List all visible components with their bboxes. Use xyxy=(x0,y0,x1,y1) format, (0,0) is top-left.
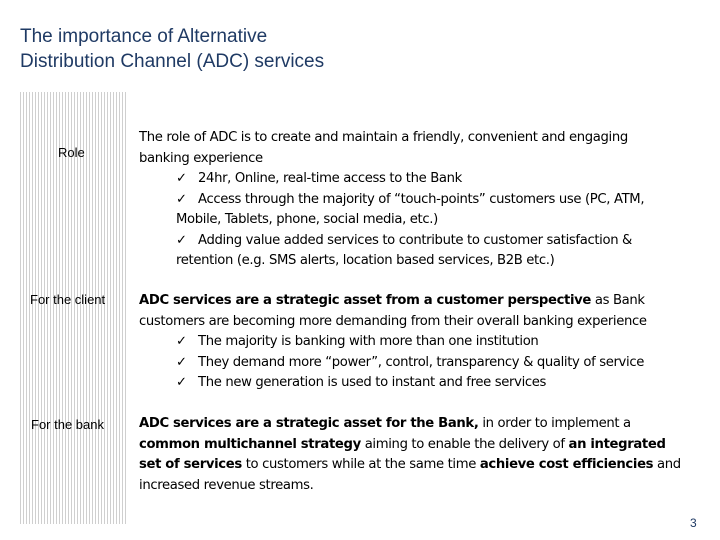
client-bullet: ✓ The majority is banking with more than one institution xyxy=(139,332,647,353)
client-bullet: ✓ The new generation is used to instant and free services xyxy=(139,373,647,394)
client-description xyxy=(139,291,647,394)
client-bullet: ✓ They demand more “power”, control, transparency & quality of service xyxy=(139,353,647,374)
check-icon: ✓ xyxy=(176,354,187,370)
role-description xyxy=(139,128,644,272)
role-bullet: ✓ 24hr, Online, real-time access to the Bank xyxy=(139,169,644,190)
title-line-2: Distribution Channel (ADC) services xyxy=(20,51,325,72)
role-bullet-continuation: Mobile, Tablets, phone, social media, etc.) xyxy=(176,212,438,227)
check-icon: ✓ xyxy=(176,375,187,390)
check-icon: ✓ xyxy=(176,171,187,186)
client-intro-line: ADC services are a strategic asset from a customer perspective as Bank xyxy=(139,293,645,308)
bank-line: ADC services are a strategic asset for the Bank, in order to implement a xyxy=(139,416,631,431)
check-icon: ✓ xyxy=(176,232,187,248)
row-label-client: For the client xyxy=(30,292,106,307)
row-label-bank: For the bank xyxy=(31,417,104,432)
check-icon: ✓ xyxy=(176,334,187,349)
role-bullet: ✓ Adding value added services to contribute to customer satisfaction & xyxy=(139,231,644,252)
role-bullet: ✓ Access through the majority of “touch-points” customers use (PC, ATM, xyxy=(139,190,644,211)
role-intro-line: banking experience xyxy=(139,150,263,166)
role-intro-line: The role of ADC is to create and maintain a friendly, convenient and engaging xyxy=(139,130,628,145)
page-number: 3 xyxy=(690,516,697,530)
role-bullet-continuation: retention (e.g. SMS alerts, location based services, B2B etc.) xyxy=(176,253,555,268)
title-line-1: The importance of Alternative xyxy=(20,26,268,47)
bank-line: increased revenue streams. xyxy=(139,477,314,493)
check-icon: ✓ xyxy=(176,191,187,207)
row-label-role: Role xyxy=(58,145,85,160)
bank-line: common multichannel strategy aiming to enable the delivery of an integrated xyxy=(139,436,666,452)
client-intro-line: customers are becoming more demanding from their overall banking experience xyxy=(139,313,647,329)
slide-title xyxy=(20,24,620,74)
bank-description xyxy=(139,414,681,496)
bank-line: set of services to customers while at the same time achieve cost efficiencies and xyxy=(139,457,681,472)
